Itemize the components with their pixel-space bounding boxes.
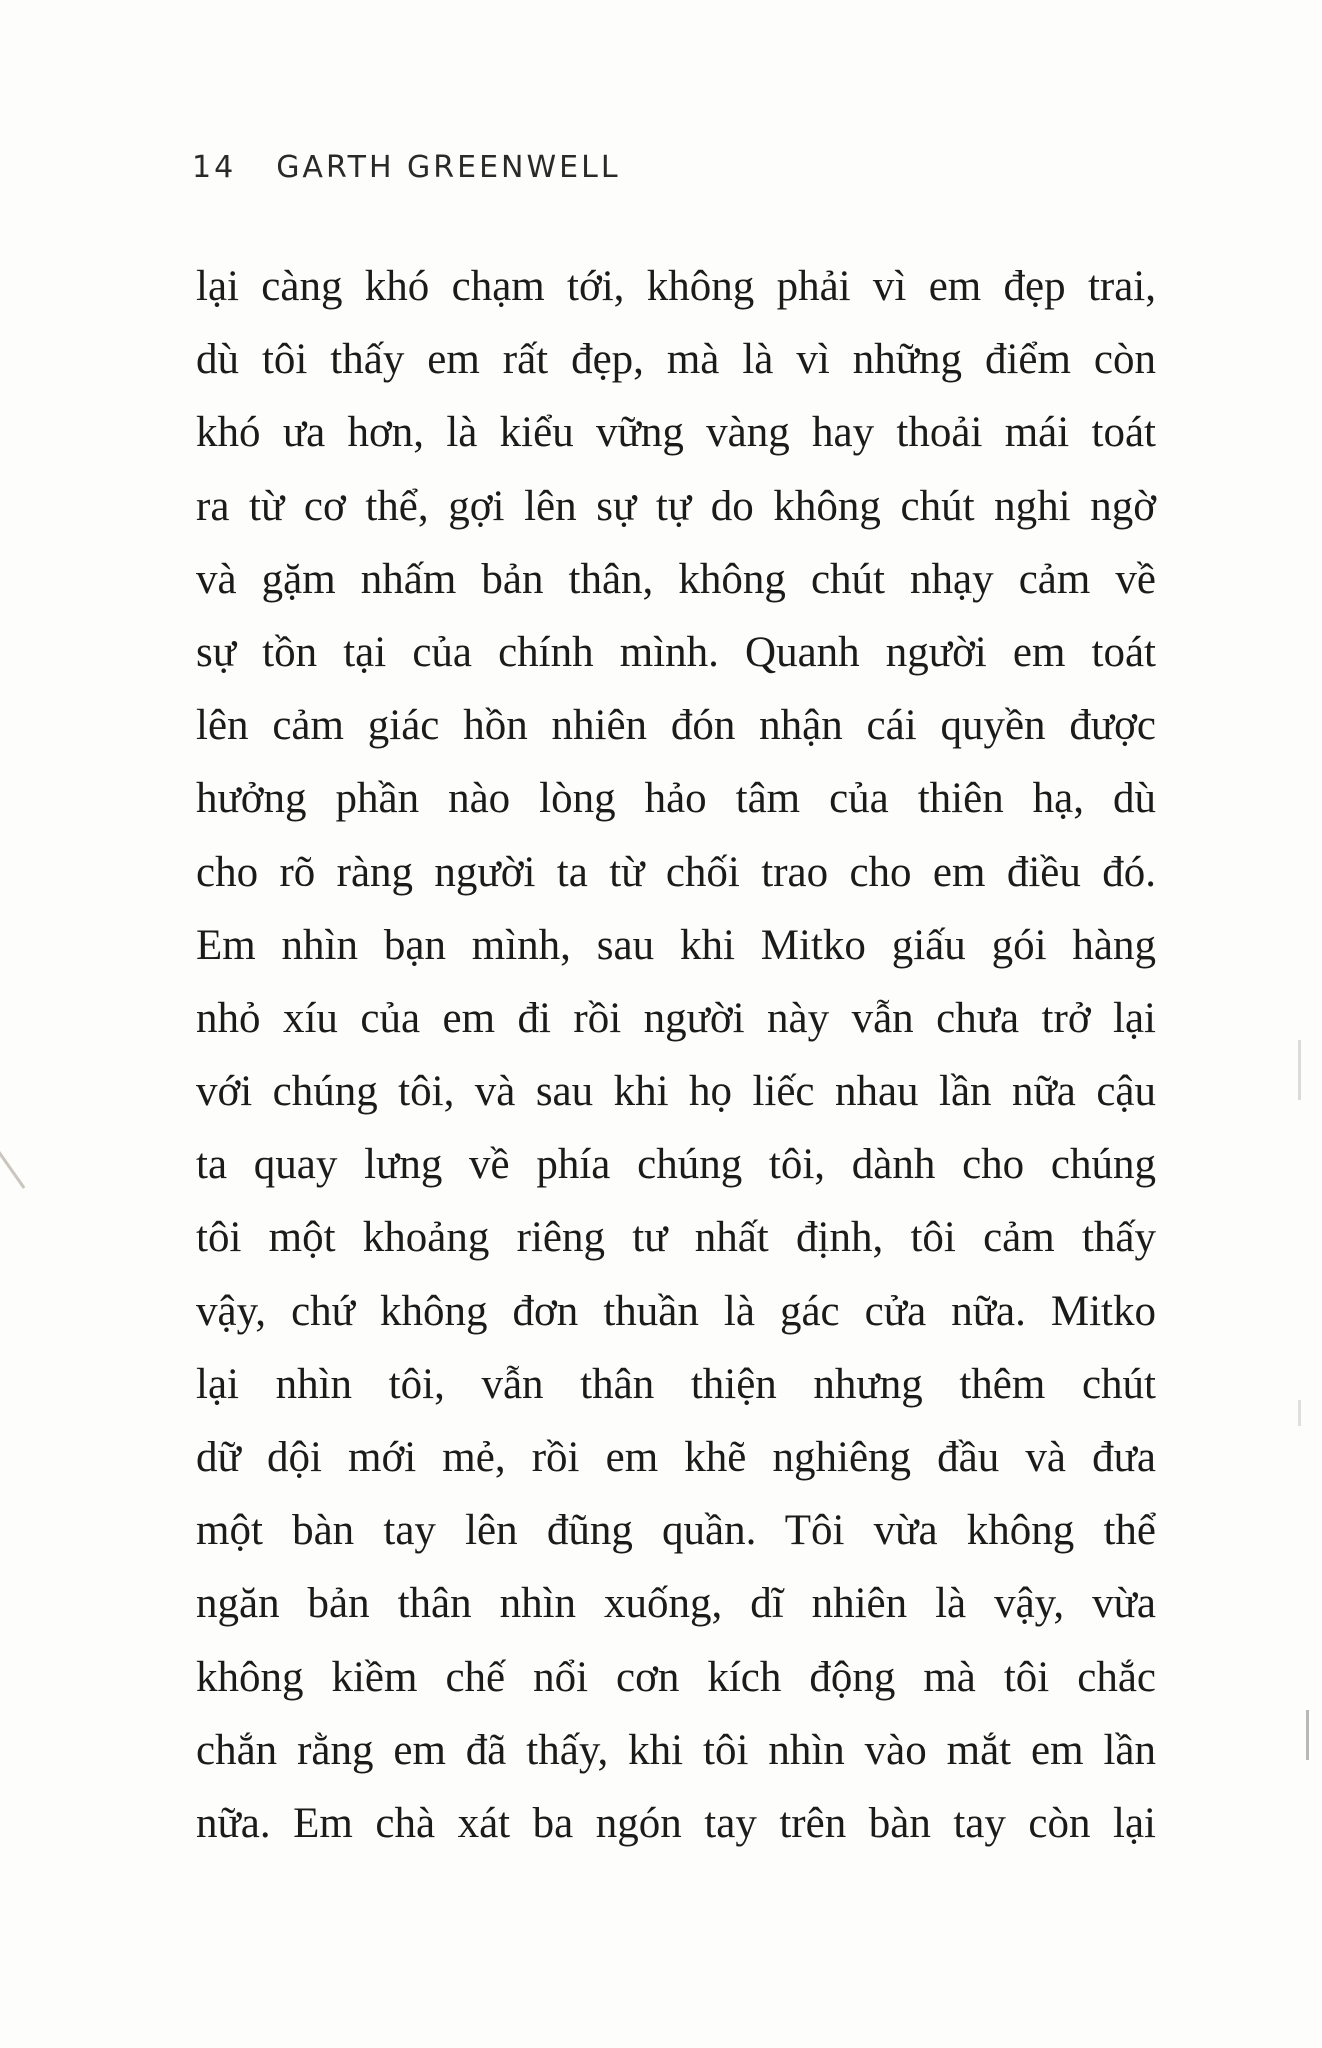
text-line: khó ưa hơn, là kiểu vững vàng hay thoải mái toát <box>196 409 1156 457</box>
text-line: vậy, chứ không đơn thuần là gác cửa nữa. Mitko <box>196 1287 1156 1335</box>
text-line: lại càng khó chạm tới, không phải vì em đẹp trai, <box>196 263 1156 310</box>
text-line: cho rõ ràng người ta từ chối trao cho em điều đó. <box>196 848 1156 896</box>
scan-edge-mark <box>1298 1040 1301 1100</box>
scan-edge-mark <box>1306 1710 1309 1760</box>
author-name: GARTH GREENWELL <box>276 150 621 185</box>
scan-speck <box>0 1151 25 1189</box>
text-line: Em nhìn bạn mình, sau khi Mitko giấu gói hàng <box>196 921 1156 969</box>
page-number: 14 <box>192 150 237 185</box>
text-line: chắn rằng em đã thấy, khi tôi nhìn vào mắt em lần <box>196 1726 1156 1774</box>
text-line: dù tôi thấy em rất đẹp, mà là vì những điểm còn <box>196 336 1156 384</box>
text-line: ta quay lưng về phía chúng tôi, dành cho chúng <box>196 1141 1156 1189</box>
text-line: và gặm nhấm bản thân, không chút nhạy cảm về <box>196 555 1156 603</box>
text-line: hưởng phần nào lòng hảo tâm của thiên hạ, dù <box>196 775 1156 823</box>
text-line: nữa. Em chà xát ba ngón tay trên bàn tay còn lại <box>196 1799 1156 1847</box>
text-line: không kiềm chế nổi cơn kích động mà tôi chắc <box>196 1653 1156 1701</box>
text-line: tôi một khoảng riêng tư nhất định, tôi cảm thấy <box>196 1214 1156 1262</box>
scan-edge-mark <box>1298 1400 1301 1426</box>
text-line: lại nhìn tôi, vẫn thân thiện nhưng thêm chút <box>196 1360 1156 1408</box>
text-line: ngăn bản thân nhìn xuống, dĩ nhiên là vậy, vừa <box>196 1580 1156 1628</box>
text-line: dữ dội mới mẻ, rồi em khẽ nghiêng đầu và đưa <box>196 1434 1156 1481</box>
text-line: với chúng tôi, và sau khi họ liếc nhau lần nữa cậu <box>196 1068 1156 1116</box>
body-text <box>196 250 1156 1860</box>
text-line: nhỏ xíu của em đi rồi người này vẫn chưa trở lại <box>196 994 1156 1042</box>
text-line: ra từ cơ thể, gợi lên sự tự do không chút nghi ngờ <box>196 482 1156 530</box>
running-header <box>192 150 621 185</box>
text-line: một bàn tay lên đũng quần. Tôi vừa không thể <box>196 1507 1156 1555</box>
text-line: sự tồn tại của chính mình. Quanh người em toát <box>196 628 1156 676</box>
text-line: lên cảm giác hồn nhiên đón nhận cái quyền được <box>196 702 1156 750</box>
